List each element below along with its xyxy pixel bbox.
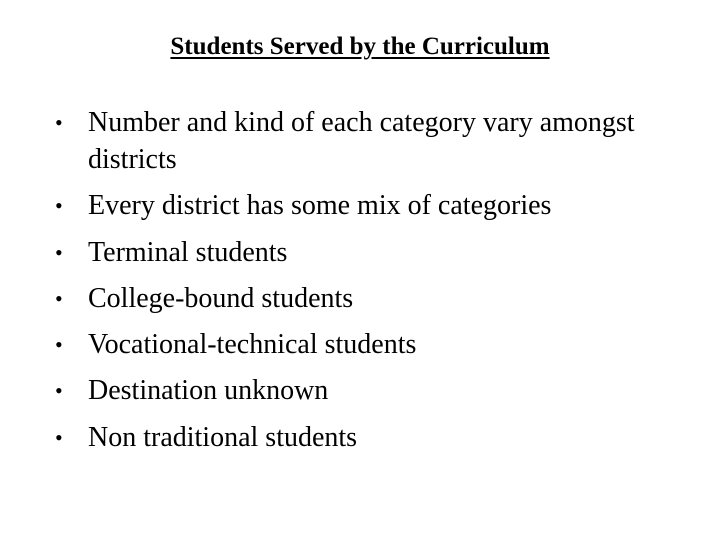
- slide-title: Students Served by the Curriculum: [170, 33, 550, 60]
- bullet-icon: •: [55, 424, 63, 450]
- bullet-item: [55, 104, 695, 178]
- bullet-icon: •: [55, 193, 63, 219]
- bullet-icon: •: [55, 110, 63, 135]
- bullet-text: Destination unknown: [88, 375, 329, 407]
- bullet-icon: •: [55, 332, 63, 358]
- bullet-text: Terminal students: [88, 236, 288, 268]
- bullet-list: [55, 104, 695, 465]
- bullet-item: [55, 326, 695, 363]
- bullet-icon: •: [55, 239, 63, 265]
- bullet-text: College-bound students: [88, 282, 354, 314]
- bullet-icon: •: [55, 378, 63, 404]
- bullet-text: Number and kind of each category vary amongst districts: [88, 107, 635, 175]
- bullet-item: [55, 372, 695, 409]
- bullet-text: Vocational-technical students: [88, 329, 417, 361]
- bullet-item: [55, 234, 695, 271]
- bullet-icon: •: [55, 285, 63, 311]
- bullet-text: Every district has some mix of categories: [88, 190, 552, 222]
- bullet-item: [55, 280, 695, 317]
- bullet-item: [55, 187, 695, 224]
- bullet-text: Non traditional students: [88, 421, 358, 453]
- bullet-item: [55, 419, 695, 456]
